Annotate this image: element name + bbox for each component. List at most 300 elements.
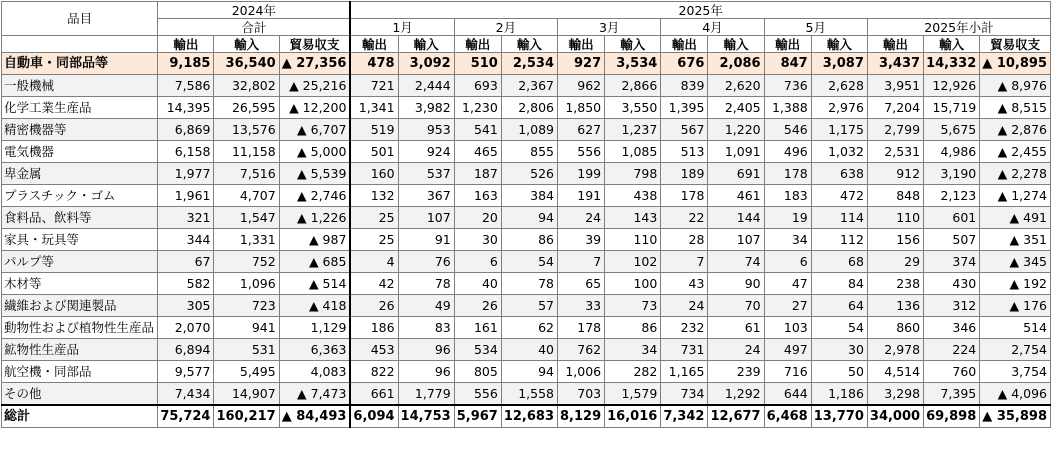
- value-cell: 78: [501, 273, 557, 295]
- value-cell: 7: [661, 251, 708, 273]
- table-row: [2, 97, 1051, 119]
- row-label: 化学工業生産品: [2, 97, 158, 119]
- value-cell: 514: [980, 317, 1051, 339]
- value-cell: 84: [811, 273, 867, 295]
- value-cell: ▲ 2,455: [980, 141, 1051, 163]
- value-cell: 7,342: [661, 405, 708, 428]
- value-cell: 2,628: [811, 75, 867, 97]
- table-row: [2, 339, 1051, 361]
- value-cell: 3,982: [398, 97, 454, 119]
- value-cell: 7,204: [867, 97, 923, 119]
- value-cell: ▲ 987: [279, 229, 350, 251]
- value-cell: 27: [764, 295, 811, 317]
- value-cell: 912: [867, 163, 923, 185]
- value-cell: 1,558: [501, 383, 557, 406]
- value-cell: 638: [811, 163, 867, 185]
- import-header: 輸入: [501, 36, 557, 53]
- value-cell: 187: [454, 163, 501, 185]
- value-cell: 103: [764, 317, 811, 339]
- value-cell: 6,158: [158, 141, 214, 163]
- value-cell: 1,388: [764, 97, 811, 119]
- value-cell: 510: [454, 53, 501, 75]
- value-cell: 1,237: [605, 119, 661, 141]
- value-cell: 143: [605, 207, 661, 229]
- value-cell: 321: [158, 207, 214, 229]
- import-header: 輸入: [924, 36, 980, 53]
- table-row: [2, 163, 1051, 185]
- value-cell: 6,869: [158, 119, 214, 141]
- value-cell: 160: [350, 163, 398, 185]
- highlight-row: [2, 53, 1051, 75]
- value-cell: 465: [454, 141, 501, 163]
- value-cell: 507: [924, 229, 980, 251]
- value-cell: 953: [398, 119, 454, 141]
- value-cell: 546: [764, 119, 811, 141]
- value-cell: 102: [605, 251, 661, 273]
- value-cell: 19: [764, 207, 811, 229]
- table-row: [2, 383, 1051, 406]
- value-cell: 183: [764, 185, 811, 207]
- value-cell: 29: [867, 251, 923, 273]
- value-cell: 76: [398, 251, 454, 273]
- value-cell: 627: [558, 119, 605, 141]
- value-cell: 83: [398, 317, 454, 339]
- value-cell: 24: [661, 295, 708, 317]
- blank-header-cell: [2, 36, 158, 53]
- month-header: 3月: [558, 19, 661, 36]
- row-label: 一般機械: [2, 75, 158, 97]
- row-label: 木材等: [2, 273, 158, 295]
- trade-table: [1, 1, 1051, 428]
- row-label: その他: [2, 383, 158, 406]
- value-cell: 6,894: [158, 339, 214, 361]
- value-cell: 65: [558, 273, 605, 295]
- value-cell: 2,866: [605, 75, 661, 97]
- value-cell: 2,531: [867, 141, 923, 163]
- value-cell: 69,898: [924, 405, 980, 428]
- value-cell: 693: [454, 75, 501, 97]
- value-cell: 731: [661, 339, 708, 361]
- value-cell: ▲ 192: [980, 273, 1051, 295]
- total-2024-header: 合計: [158, 19, 351, 36]
- row-label: 鉱物性生産品: [2, 339, 158, 361]
- value-cell: 94: [501, 361, 557, 383]
- row-label: 卑金属: [2, 163, 158, 185]
- value-cell: 112: [811, 229, 867, 251]
- value-cell: 8,129: [558, 405, 605, 428]
- value-cell: 239: [708, 361, 764, 383]
- value-cell: 3,190: [924, 163, 980, 185]
- value-cell: 344: [158, 229, 214, 251]
- month-header: 2月: [454, 19, 557, 36]
- row-label: 航空機・同部品: [2, 361, 158, 383]
- value-cell: 1,331: [214, 229, 279, 251]
- value-cell: 374: [924, 251, 980, 273]
- value-cell: 526: [501, 163, 557, 185]
- value-cell: 6: [454, 251, 501, 273]
- value-cell: ▲ 176: [980, 295, 1051, 317]
- value-cell: 1,977: [158, 163, 214, 185]
- import-header: 輸入: [708, 36, 764, 53]
- value-cell: 2,086: [708, 53, 764, 75]
- value-cell: 36,540: [214, 53, 279, 75]
- value-cell: 114: [811, 207, 867, 229]
- value-cell: 26,595: [214, 97, 279, 119]
- value-cell: 691: [708, 163, 764, 185]
- value-cell: 472: [811, 185, 867, 207]
- value-cell: ▲ 25,216: [279, 75, 350, 97]
- value-cell: 43: [661, 273, 708, 295]
- table-row: [2, 229, 1051, 251]
- value-cell: 601: [924, 207, 980, 229]
- export-header: 輸出: [558, 36, 605, 53]
- value-cell: 161: [454, 317, 501, 339]
- value-cell: 3,092: [398, 53, 454, 75]
- value-cell: 7,434: [158, 383, 214, 406]
- value-cell: 42: [350, 273, 398, 295]
- value-cell: 723: [214, 295, 279, 317]
- total-row: [2, 405, 1051, 428]
- value-cell: 6,363: [279, 339, 350, 361]
- value-cell: 73: [605, 295, 661, 317]
- row-label: 動物性および植物性生産品: [2, 317, 158, 339]
- value-cell: 5,967: [454, 405, 501, 428]
- value-cell: 346: [924, 317, 980, 339]
- value-cell: 100: [605, 273, 661, 295]
- value-cell: 11,158: [214, 141, 279, 163]
- value-cell: 2,754: [980, 339, 1051, 361]
- value-cell: 64: [811, 295, 867, 317]
- value-cell: 3,534: [605, 53, 661, 75]
- value-cell: 199: [558, 163, 605, 185]
- row-label: 食料品、飲料等: [2, 207, 158, 229]
- value-cell: 1,850: [558, 97, 605, 119]
- table-row: [2, 273, 1051, 295]
- value-cell: ▲ 12,200: [279, 97, 350, 119]
- value-cell: 163: [454, 185, 501, 207]
- value-cell: 34: [764, 229, 811, 251]
- value-cell: ▲ 7,473: [279, 383, 350, 406]
- value-cell: 282: [605, 361, 661, 383]
- value-cell: 7: [558, 251, 605, 273]
- value-cell: 3,437: [867, 53, 923, 75]
- value-cell: ▲ 514: [279, 273, 350, 295]
- value-cell: 567: [661, 119, 708, 141]
- value-cell: 556: [558, 141, 605, 163]
- value-cell: 4,514: [867, 361, 923, 383]
- value-cell: 13,576: [214, 119, 279, 141]
- value-cell: ▲ 4,096: [980, 383, 1051, 406]
- year-2024-header: 2024年: [158, 2, 351, 19]
- value-cell: 2,620: [708, 75, 764, 97]
- value-cell: 537: [398, 163, 454, 185]
- export-header: 輸出: [867, 36, 923, 53]
- value-cell: 384: [501, 185, 557, 207]
- value-cell: 1,091: [708, 141, 764, 163]
- value-cell: ▲ 10,895: [980, 53, 1051, 75]
- value-cell: 847: [764, 53, 811, 75]
- row-label: パルプ等: [2, 251, 158, 273]
- table-row: [2, 295, 1051, 317]
- value-cell: 25: [350, 207, 398, 229]
- value-cell: 47: [764, 273, 811, 295]
- value-cell: 54: [501, 251, 557, 273]
- value-cell: 78: [398, 273, 454, 295]
- value-cell: ▲ 8,976: [980, 75, 1051, 97]
- table-row: [2, 119, 1051, 141]
- value-cell: ▲ 27,356: [279, 53, 350, 75]
- month-header: 5月: [764, 19, 867, 36]
- value-cell: 86: [605, 317, 661, 339]
- value-cell: 26: [350, 295, 398, 317]
- value-cell: 15,719: [924, 97, 980, 119]
- value-cell: ▲ 1,226: [279, 207, 350, 229]
- value-cell: 232: [661, 317, 708, 339]
- value-cell: 54: [811, 317, 867, 339]
- value-cell: 2,978: [867, 339, 923, 361]
- value-cell: 16,016: [605, 405, 661, 428]
- value-cell: ▲ 35,898: [980, 405, 1051, 428]
- value-cell: 90: [708, 273, 764, 295]
- balance-header: 貿易収支: [980, 36, 1051, 53]
- import-header: 輸入: [811, 36, 867, 53]
- value-cell: 3,754: [980, 361, 1051, 383]
- value-cell: 2,799: [867, 119, 923, 141]
- value-cell: 676: [661, 53, 708, 75]
- value-cell: 49: [398, 295, 454, 317]
- value-cell: 14,332: [924, 53, 980, 75]
- table-row: [2, 251, 1051, 273]
- value-cell: 478: [350, 53, 398, 75]
- value-cell: 4,707: [214, 185, 279, 207]
- value-cell: 644: [764, 383, 811, 406]
- value-cell: 7,395: [924, 383, 980, 406]
- value-cell: 178: [764, 163, 811, 185]
- value-cell: 61: [708, 317, 764, 339]
- value-cell: 496: [764, 141, 811, 163]
- value-cell: ▲ 5,539: [279, 163, 350, 185]
- value-cell: 1,292: [708, 383, 764, 406]
- table-row: [2, 185, 1051, 207]
- row-label: プラスチック・ゴム: [2, 185, 158, 207]
- value-cell: ▲ 6,707: [279, 119, 350, 141]
- value-cell: 962: [558, 75, 605, 97]
- value-cell: 191: [558, 185, 605, 207]
- value-cell: 9,577: [158, 361, 214, 383]
- value-cell: 136: [867, 295, 923, 317]
- value-cell: 848: [867, 185, 923, 207]
- value-cell: 860: [867, 317, 923, 339]
- value-cell: 26: [454, 295, 501, 317]
- value-cell: 96: [398, 361, 454, 383]
- value-cell: 430: [924, 273, 980, 295]
- trade-table-container: [1, 1, 1051, 428]
- value-cell: ▲ 351: [980, 229, 1051, 251]
- value-cell: 4,986: [924, 141, 980, 163]
- export-header: 輸出: [764, 36, 811, 53]
- value-cell: 924: [398, 141, 454, 163]
- value-cell: 501: [350, 141, 398, 163]
- value-cell: 736: [764, 75, 811, 97]
- value-cell: 519: [350, 119, 398, 141]
- table-row: [2, 141, 1051, 163]
- year-2025-header: 2025年: [350, 2, 1050, 19]
- value-cell: 3,087: [811, 53, 867, 75]
- table-row: [2, 207, 1051, 229]
- value-cell: 12,677: [708, 405, 764, 428]
- value-cell: 25: [350, 229, 398, 251]
- value-cell: 24: [558, 207, 605, 229]
- value-cell: 556: [454, 383, 501, 406]
- value-cell: 2,123: [924, 185, 980, 207]
- value-cell: 798: [605, 163, 661, 185]
- value-cell: ▲ 5,000: [279, 141, 350, 163]
- value-cell: 721: [350, 75, 398, 97]
- value-cell: 1,230: [454, 97, 501, 119]
- subtotal-2025-header: 2025年小計: [867, 19, 1050, 36]
- value-cell: 312: [924, 295, 980, 317]
- row-label: 家具・玩具等: [2, 229, 158, 251]
- value-cell: 541: [454, 119, 501, 141]
- value-cell: 1,579: [605, 383, 661, 406]
- value-cell: ▲ 2,876: [980, 119, 1051, 141]
- value-cell: ▲ 2,278: [980, 163, 1051, 185]
- table-row: [2, 317, 1051, 339]
- value-cell: 160,217: [214, 405, 279, 428]
- table-body: [2, 53, 1051, 428]
- value-cell: 367: [398, 185, 454, 207]
- value-cell: ▲ 84,493: [279, 405, 350, 428]
- value-cell: 1,165: [661, 361, 708, 383]
- value-cell: 2,444: [398, 75, 454, 97]
- value-cell: 927: [558, 53, 605, 75]
- value-cell: 534: [454, 339, 501, 361]
- value-cell: 2,806: [501, 97, 557, 119]
- value-cell: 760: [924, 361, 980, 383]
- value-cell: 3,298: [867, 383, 923, 406]
- value-cell: 20: [454, 207, 501, 229]
- value-cell: 75,724: [158, 405, 214, 428]
- import-header: 輸入: [398, 36, 454, 53]
- table-row: [2, 75, 1051, 97]
- value-cell: 14,753: [398, 405, 454, 428]
- value-cell: 178: [661, 185, 708, 207]
- value-cell: 238: [867, 273, 923, 295]
- value-cell: 497: [764, 339, 811, 361]
- value-cell: 438: [605, 185, 661, 207]
- value-cell: 4: [350, 251, 398, 273]
- value-cell: 110: [867, 207, 923, 229]
- row-label: 自動車・同部品等: [2, 53, 158, 75]
- value-cell: 70: [708, 295, 764, 317]
- value-cell: 1,006: [558, 361, 605, 383]
- value-cell: 32,802: [214, 75, 279, 97]
- value-cell: 4,083: [279, 361, 350, 383]
- value-cell: 1,129: [279, 317, 350, 339]
- row-label: 総計: [2, 405, 158, 428]
- value-cell: 1,220: [708, 119, 764, 141]
- value-cell: 3,951: [867, 75, 923, 97]
- value-cell: 661: [350, 383, 398, 406]
- value-cell: 12,683: [501, 405, 557, 428]
- export-header: 輸出: [454, 36, 501, 53]
- value-cell: 582: [158, 273, 214, 295]
- value-cell: 40: [501, 339, 557, 361]
- value-cell: 305: [158, 295, 214, 317]
- value-cell: 1,547: [214, 207, 279, 229]
- value-cell: 941: [214, 317, 279, 339]
- value-cell: 50: [811, 361, 867, 383]
- value-cell: 28: [661, 229, 708, 251]
- value-cell: 1,395: [661, 97, 708, 119]
- value-cell: 224: [924, 339, 980, 361]
- row-label: 繊維および関連製品: [2, 295, 158, 317]
- balance-header: 貿易収支: [279, 36, 350, 53]
- value-cell: 855: [501, 141, 557, 163]
- value-cell: 30: [454, 229, 501, 251]
- month-header: 4月: [661, 19, 764, 36]
- value-cell: 68: [811, 251, 867, 273]
- value-cell: 752: [214, 251, 279, 273]
- value-cell: 74: [708, 251, 764, 273]
- value-cell: ▲ 418: [279, 295, 350, 317]
- value-cell: 2,534: [501, 53, 557, 75]
- value-cell: 132: [350, 185, 398, 207]
- value-cell: ▲ 8,515: [980, 97, 1051, 119]
- value-cell: 30: [811, 339, 867, 361]
- table-row: [2, 361, 1051, 383]
- value-cell: ▲ 345: [980, 251, 1051, 273]
- value-cell: 2,976: [811, 97, 867, 119]
- value-cell: 3,550: [605, 97, 661, 119]
- value-cell: 1,186: [811, 383, 867, 406]
- value-cell: 39: [558, 229, 605, 251]
- value-cell: 34: [605, 339, 661, 361]
- value-cell: 453: [350, 339, 398, 361]
- value-cell: 1,096: [214, 273, 279, 295]
- value-cell: 91: [398, 229, 454, 251]
- row-label: 精密機器等: [2, 119, 158, 141]
- value-cell: 62: [501, 317, 557, 339]
- value-cell: 14,395: [158, 97, 214, 119]
- value-cell: 144: [708, 207, 764, 229]
- value-cell: 805: [454, 361, 501, 383]
- value-cell: 6: [764, 251, 811, 273]
- value-cell: 1,089: [501, 119, 557, 141]
- value-cell: 461: [708, 185, 764, 207]
- value-cell: 2,070: [158, 317, 214, 339]
- item-header: 品目: [2, 2, 158, 36]
- value-cell: 5,675: [924, 119, 980, 141]
- value-cell: 14,907: [214, 383, 279, 406]
- value-cell: 7,516: [214, 163, 279, 185]
- value-cell: 189: [661, 163, 708, 185]
- value-cell: 24: [708, 339, 764, 361]
- value-cell: 716: [764, 361, 811, 383]
- import-header: 輸入: [605, 36, 661, 53]
- value-cell: 531: [214, 339, 279, 361]
- value-cell: 513: [661, 141, 708, 163]
- value-cell: 1,175: [811, 119, 867, 141]
- value-cell: 703: [558, 383, 605, 406]
- export-header: 輸出: [350, 36, 398, 53]
- value-cell: ▲ 685: [279, 251, 350, 273]
- value-cell: 822: [350, 361, 398, 383]
- value-cell: 1,779: [398, 383, 454, 406]
- import-header: 輸入: [214, 36, 279, 53]
- value-cell: 94: [501, 207, 557, 229]
- value-cell: 2,367: [501, 75, 557, 97]
